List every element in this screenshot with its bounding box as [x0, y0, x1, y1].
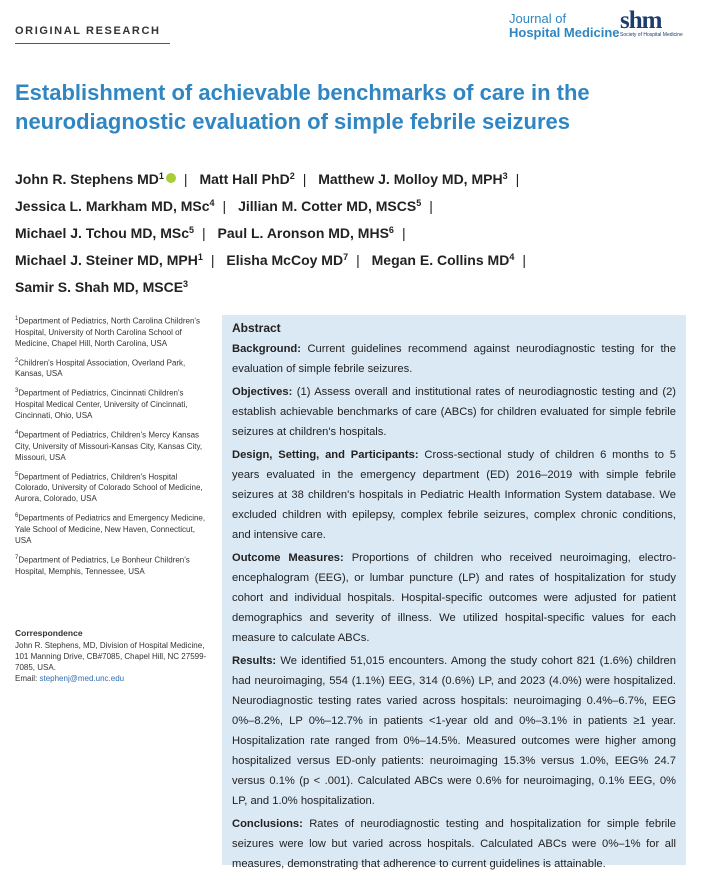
author-name: Elisha McCoy MD	[226, 252, 344, 268]
correspondence-body: John R. Stephens, MD, Division of Hospital Medicine, 101 Manning Drive, CB#7085, Chapel Hill, NC 27599-7085, USA.	[15, 641, 207, 672]
affiliation-text: Department of Pediatrics, Children's Mercy Kansas City, University of Missouri-Kansas City, Kansas City, Missouri, USA	[15, 430, 203, 462]
affiliation-item	[15, 356, 210, 380]
abstract-section-label: Results:	[232, 655, 277, 667]
author-separator: |	[515, 171, 520, 187]
affiliations	[15, 314, 210, 584]
abstract-heading: Abstract	[232, 321, 281, 335]
affiliation-item	[15, 553, 210, 577]
affiliation-text: Departments of Pediatrics and Emergency Medicine, Yale School of Medicine, New Haven, Connecticut, USA	[15, 513, 206, 545]
abstract-section-text: Rates of neurodiagnostic testing and hospitalization for simple febrile seizures were low but varied across hospitals. Calculated ABCs were 0%–1% for all measures, demonstrating that adherence to current guidelines is attainable.	[232, 818, 676, 870]
author-name: Michael J. Steiner MD, MPH	[15, 252, 198, 268]
journal-logo	[509, 12, 620, 40]
abstract-conclusions	[232, 814, 676, 874]
abstract-section-label: Design, Setting, and Participants:	[232, 449, 419, 461]
author-separator: |	[210, 252, 215, 268]
affiliation-text: Department of Pediatrics, North Carolina Children's Hospital, University of North Carolina School of Medicine, Chapel Hill, North Carolina, USA	[15, 316, 200, 348]
journal-name-line2: Hospital Medicine	[509, 25, 620, 40]
author-line-4	[15, 245, 705, 272]
author-name: Matt Hall PhD	[199, 171, 290, 187]
affiliation-text: Children's Hospital Association, Overland Park, Kansas, USA	[15, 358, 186, 379]
author-affiliation-sup: 1	[158, 171, 164, 181]
affiliation-text: Department of Pediatrics, Cincinnati Children's Hospital Medical Center, University of Cincinnati, Cincinnati, Ohio, USA	[15, 388, 188, 420]
abstract-section-label: Objectives:	[232, 386, 293, 398]
affiliation-item	[15, 511, 210, 546]
author-name: Samir S. Shah MD, MSCE	[15, 279, 184, 295]
abstract-objectives	[232, 382, 676, 442]
abstract-section-text: Cross-sectional study of children 6 months to 5 years evaluated in the emergency department (ED) 2016–2019 with simple febrile seizures at 38 children's hospitals in Pediatric Health Information System database. We excluded children with epilepsy, complex febrile seizures, complex chronic conditions, and intensive care.	[232, 449, 677, 541]
abstract-results	[232, 651, 676, 811]
affiliation-item	[15, 386, 210, 421]
author-line-1	[15, 164, 705, 191]
shm-logo-text: shm	[620, 7, 662, 34]
affiliation-sup: 3	[15, 388, 19, 395]
society-logo	[620, 7, 700, 38]
article-title: Establishment of achievable benchmarks of care in the neurodiagnostic evaluation of simple febrile seizures	[15, 80, 590, 134]
affiliation-text: Department of Pediatrics, Le Bonheur Children's Hospital, Memphis, Tennessee, USA	[15, 555, 190, 576]
affiliation-sup: 4	[15, 429, 19, 436]
affiliation-sup: 7	[15, 554, 19, 561]
correspondence	[15, 628, 215, 684]
affiliation-item	[15, 314, 210, 349]
author-name: Megan E. Collins MD	[371, 252, 510, 268]
affiliation-item	[15, 428, 210, 463]
affiliation-item	[15, 470, 210, 505]
shm-logo-subtitle: Society of Hospital Medicine	[620, 32, 683, 38]
author-name: Matthew J. Molloy MD, MPH	[318, 171, 503, 187]
email-link[interactable]: stephenj@med.unc.edu	[39, 674, 125, 683]
journal-name-line1: Journal of	[509, 11, 567, 26]
abstract-design	[232, 445, 676, 545]
abstract-section-label: Conclusions:	[232, 818, 303, 830]
author-line-2	[15, 191, 705, 218]
author-separator: |	[522, 252, 526, 268]
abstract-section-text: We identified 51,015 encounters. Among the study cohort 821 (1.6%) children had neuroimaging, 554 (1.1%) EEG, 314 (0.6%) LP, and 2023 (4.0%) were hospitalized. Neurodiagnostic testing rates varied across hospitals: neuroimaging 0.4%–6.7%, EEG 0%–8.2%, LP 0%–12.7% in patients <1-year old and 0%–3.1% in patients ≥1 year. Hospitalization rate ranged from 0%–14.5%. Measured outcomes were higher among hospitalized versus ED-only patients: neuroimaging 15.3% versus 1.0%, EEG% 24.7 versus 0.1% (p < .001). Calculated ABCs were 0.6% for neuroimaging, 0.1% EEG, 0% LP, and 1.0% hospitalization.	[232, 655, 677, 807]
author-affiliation-sup: 2	[289, 171, 295, 181]
author-line-3	[15, 218, 705, 245]
correspondence-email-line	[15, 673, 215, 684]
abstract-section-text: Proportions of children who received neuroimaging, electro-encephalogram (EEG), or lumbar puncture (LP) and rates of hospitalization for study cohort and individual hospitals. Hospital-specific outcomes were adjusted for patient demographics and severity of illness. We utilized hospital-specific values for each measure to calculate ABCs.	[232, 552, 677, 644]
section-rule	[15, 43, 170, 44]
author-affiliation-sup: 7	[343, 252, 349, 262]
correspondence-heading: Correspondence	[15, 628, 83, 638]
abstract-section-text: (1) Assess overall and institutional rates of neurodiagnostic testing and (2) establish achievable benchmarks of care (ABCs) for children evaluated for simple febrile seizures at children's hospitals.	[232, 386, 677, 438]
abstract-outcomes	[232, 548, 676, 648]
author-affiliation-sup: 5	[416, 198, 422, 208]
author-affiliation-sup: 5	[189, 225, 195, 235]
author-affiliation-sup: 4	[509, 252, 515, 262]
abstract-box	[222, 315, 686, 870]
email-label: Email:	[15, 674, 38, 683]
author-affiliation-sup: 4	[209, 198, 215, 208]
author-name: Michael J. Tchou MD, MSc	[15, 225, 189, 241]
author-separator: |	[202, 225, 206, 241]
affiliation-text: Department of Pediatrics, Children's Hospital Colorado, University of Colorado School of Medicine, Aurora, Colorado, USA	[15, 472, 203, 504]
author-name: Jillian M. Cotter MD, MSCS	[238, 198, 417, 214]
abstract-section-label: Outcome Measures:	[232, 552, 344, 564]
author-separator: |	[183, 171, 188, 187]
author-name: Paul L. Aronson MD, MHS	[217, 225, 389, 241]
orcid-icon[interactable]	[166, 173, 176, 183]
author-separator: |	[302, 171, 307, 187]
author-name: Jessica L. Markham MD, MSc	[15, 198, 210, 214]
abstract-background	[232, 339, 676, 379]
affiliation-sup: 1	[15, 316, 19, 322]
author-separator: |	[356, 252, 360, 268]
author-affiliation-sup: 3	[502, 171, 508, 181]
author-separator: |	[222, 198, 227, 214]
affiliation-sup: 5	[15, 471, 19, 478]
abstract-section-text: Current guidelines recommend against neurodiagnostic testing for the evaluation of simple febrile seizures.	[232, 343, 676, 375]
author-affiliation-sup: 3	[183, 279, 189, 289]
section-label: ORIGINAL RESEARCH	[15, 25, 161, 37]
author-name: John R. Stephens MD	[15, 171, 159, 187]
abstract-section-label: Background:	[232, 343, 301, 355]
affiliation-sup: 2	[15, 357, 19, 364]
author-affiliation-sup: 1	[197, 252, 203, 262]
author-affiliation-sup: 6	[388, 225, 394, 235]
affiliation-sup: 6	[15, 513, 19, 520]
author-separator: |	[401, 225, 406, 241]
author-list	[15, 164, 705, 299]
author-separator: |	[429, 198, 433, 214]
author-line-5	[15, 272, 705, 299]
